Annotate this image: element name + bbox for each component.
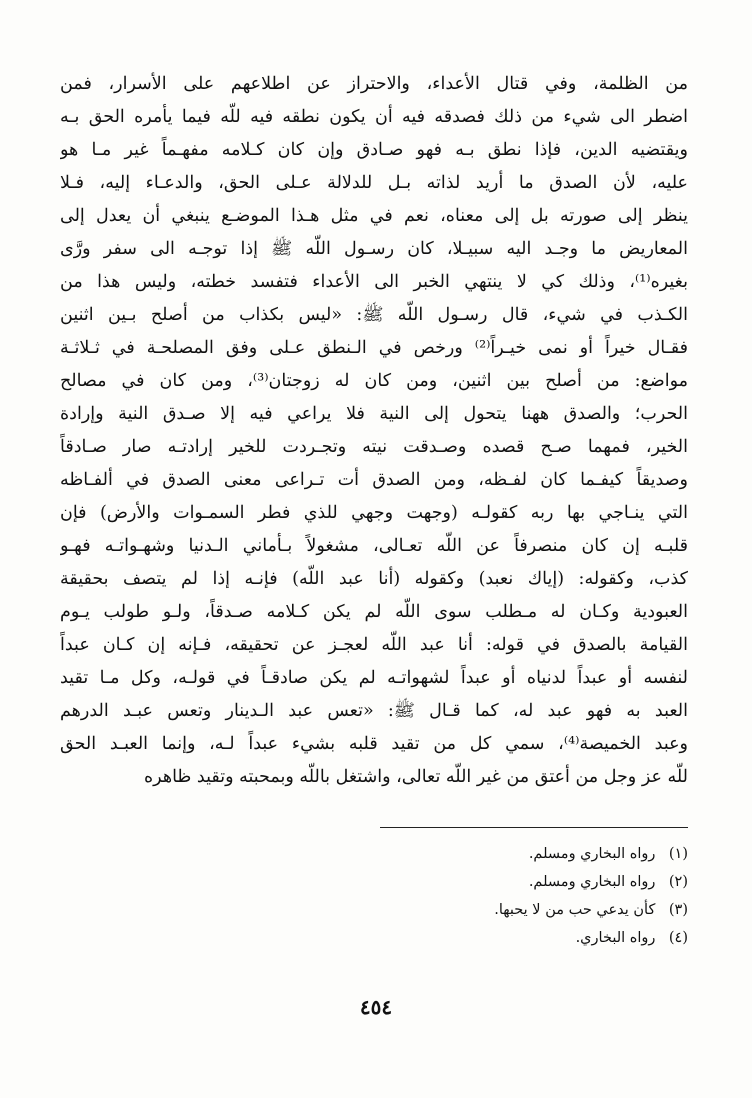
text-line: ينظر إلى صورته بل إلى معناه، نعم في مثل هـذا الموضـع ينبغي أن يعدل إلى: [60, 206, 688, 226]
text-line: مواضع: من أصلح بين اثنين، ومن كان له زوجتان⁽³⁾، ومن كان في مصالح: [60, 371, 688, 391]
text-line: الكـذب في شيء، قال رسـول اللّه ﷺ: «ليس بكذاب من أصلح بـين اثنين: [60, 305, 688, 325]
footnote-number: (١): [668, 846, 688, 862]
text-line: قلبـه إن كان منصرفاً عن اللّه تعـالى، مشغولاً بـأماني الـدنيا وشهـواتـه فهـو: [60, 536, 688, 556]
footnote-text: رواه البخاري ومسلم.: [528, 874, 656, 890]
text-line: العبد به فهو عبد له، كما قـال ﷺ: «تعس عبد الـدينار وتعس عبـد الدرهم: [60, 701, 688, 721]
text-line: القيامة بالصدق في قوله: أنا عبد اللّه لعجـز عن تحقيقه، فـإنه إن كـان عبداً: [60, 635, 688, 655]
page-number: ٤٥٤: [359, 995, 393, 1019]
text-line: عليه، لأن الصدق ما أريد لذاته بـل للدلالة عـلى الحق، والدعـاء إليه، فـلا: [60, 173, 688, 193]
text-line: من الظلمة، وفي قتال الأعداء، والاحتراز عن اطلاعهم على الأسرار، فمن: [60, 74, 688, 94]
text-line: التي ينـاجي بها ربه كقولـه (وجهت وجهي للذي فطر السمـوات والأرض) فإن: [60, 503, 688, 523]
footnotes: [380, 840, 688, 952]
footnote-item: [380, 840, 688, 868]
footnote-text: رواه البخاري.: [575, 930, 656, 946]
text-line: للّه عز وجل من أعتق من غير اللّه تعالى، واشتغل باللّه وبمحبته وتقيد ظاهره: [144, 767, 688, 787]
footnote-item: [380, 924, 688, 952]
footnote-number: (٣): [668, 902, 688, 918]
footnote-item: [380, 868, 688, 896]
footnote-item: [380, 896, 688, 924]
text-line: وصديقاً كيفـما كان لفـظه، ومن الصدق أت تـراعى معنى الصدق في ألفـاظه: [60, 470, 688, 490]
footnote-number: (٢): [668, 874, 688, 890]
text-line: العبودية وكـان له مـطلب سوى اللّه لم يكن كـلامه صـدقاً، ولـو طولب يـوم: [60, 602, 688, 622]
footnote-text: رواه البخاري ومسلم.: [528, 846, 656, 862]
footnote-number: (٤): [668, 930, 688, 946]
text-line: ويقتضيه الدين، فإذا نطق بـه فهو صـادق وإن كان كـلامه مفهـماً غير مـا هو: [60, 140, 688, 160]
text-line: كذب، وكقوله: (إياك نعبد) وكقوله (أنا عبد اللّه) فإنـه إذا لم يتصف بحقيقة: [60, 569, 688, 589]
footnote-text: كأن يدعي حب من لا يحبها.: [494, 902, 656, 918]
text-line: لنفسه أو عبداً لدنياه أو عبداً لشهواتـه لم يكن صادقـاً في قولـه، وكل مـا تقيد: [60, 668, 688, 688]
text-line: فقـال خيراً أو نمى خيـراً⁽²⁾ ورخص في الـنطق عـلى وفق المصلحـة في ثـلاثـة: [60, 338, 688, 358]
body-text: [60, 68, 688, 794]
text-line: وعبد الخميصة⁽⁴⁾، سمي كل من تقيد قلبه بشيء عبداً لـه، وإنما العبـد الحق: [60, 734, 688, 754]
text-line: الحرب؛ والصدق ههنا يتحول إلى النية فلا يراعي فيه إلا صـدق النية وإرادة: [60, 404, 688, 424]
text-line: بغيره⁽¹⁾، وذلك كي لا ينتهي الخبر الى الأعداء فتفسد خطته، وليس هذا من: [60, 272, 688, 292]
text-line: اضطر الى شيء من ذلك فصدقه فيه أن يكون نطقه فيه للّه فيما يأمره الحق بـه: [60, 107, 688, 127]
text-line: الخير، فمهما صـح قصده وصـدقت نيته وتجـردت للخير إرادتـه صار صـادقاً: [60, 437, 688, 457]
footnote-divider: [380, 827, 688, 828]
text-line: المعاريض ما وجـد اليه سبيـلا، كان رسـول اللّه ﷺ إذا توجـه الى سفر ورَّى: [60, 239, 688, 259]
